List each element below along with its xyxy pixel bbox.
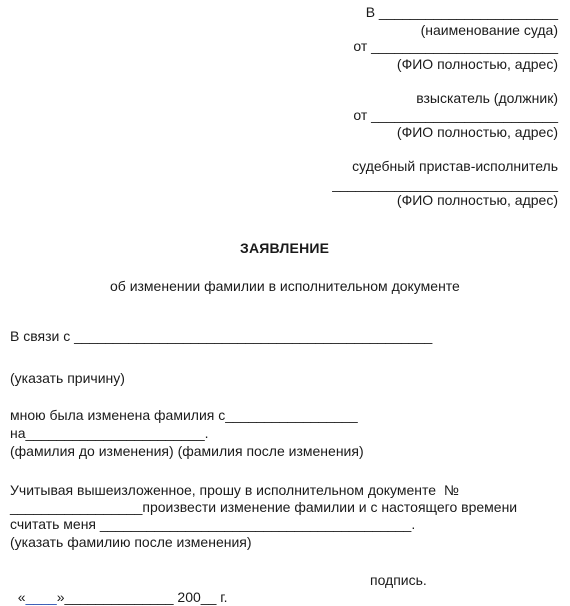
- date-rest: ______________ 200__ г.: [64, 589, 228, 605]
- request-caption: (указать фамилию после изменения): [10, 534, 252, 550]
- request-line-1: Учитывая вышеизложенное, прошу в исполнительном документе №: [10, 482, 459, 498]
- date-line: [10, 572, 228, 606]
- document-title: ЗАЯВЛЕНИЕ: [240, 240, 330, 256]
- claimant-label: взыскатель (должник): [416, 90, 558, 106]
- changed-line-2: на_______________________.: [10, 425, 209, 441]
- from-line-2: от ________________________: [353, 107, 558, 123]
- changed-line-1: мною была изменена фамилия с_________________: [10, 407, 358, 423]
- signature-label: подпись.: [370, 572, 427, 588]
- court-caption: (наименование суда): [420, 22, 558, 38]
- bailiff-label: судебный пристав-исполнитель: [352, 158, 558, 174]
- fio-caption-2: (ФИО полностью, адрес): [396, 124, 558, 140]
- fio-caption-1: (ФИО полностью, адрес): [396, 56, 558, 72]
- reason-caption: (указать причину): [10, 370, 125, 386]
- request-line-2: _________________произвести изменение фамилии и с настоящего времени: [10, 499, 518, 515]
- request-line-3: считать меня ________________________________________.: [10, 516, 416, 532]
- date-close-quote: »: [56, 589, 65, 605]
- fio-caption-3: (ФИО полностью, адрес): [396, 192, 558, 208]
- from-line-1: от ________________________: [353, 38, 558, 54]
- date-open-quote: «: [17, 589, 26, 605]
- changed-caption: (фамилия до изменения) (фамилия после изменения): [10, 443, 364, 459]
- court-line: В _______________________: [365, 4, 558, 20]
- bailiff-blank: _____________________________: [332, 176, 558, 192]
- document-subtitle: об изменении фамилии в исполнительном документе: [110, 278, 460, 294]
- reason-line: В связи с ______________________________________________: [10, 328, 433, 344]
- date-day-blank: ____: [25, 589, 57, 605]
